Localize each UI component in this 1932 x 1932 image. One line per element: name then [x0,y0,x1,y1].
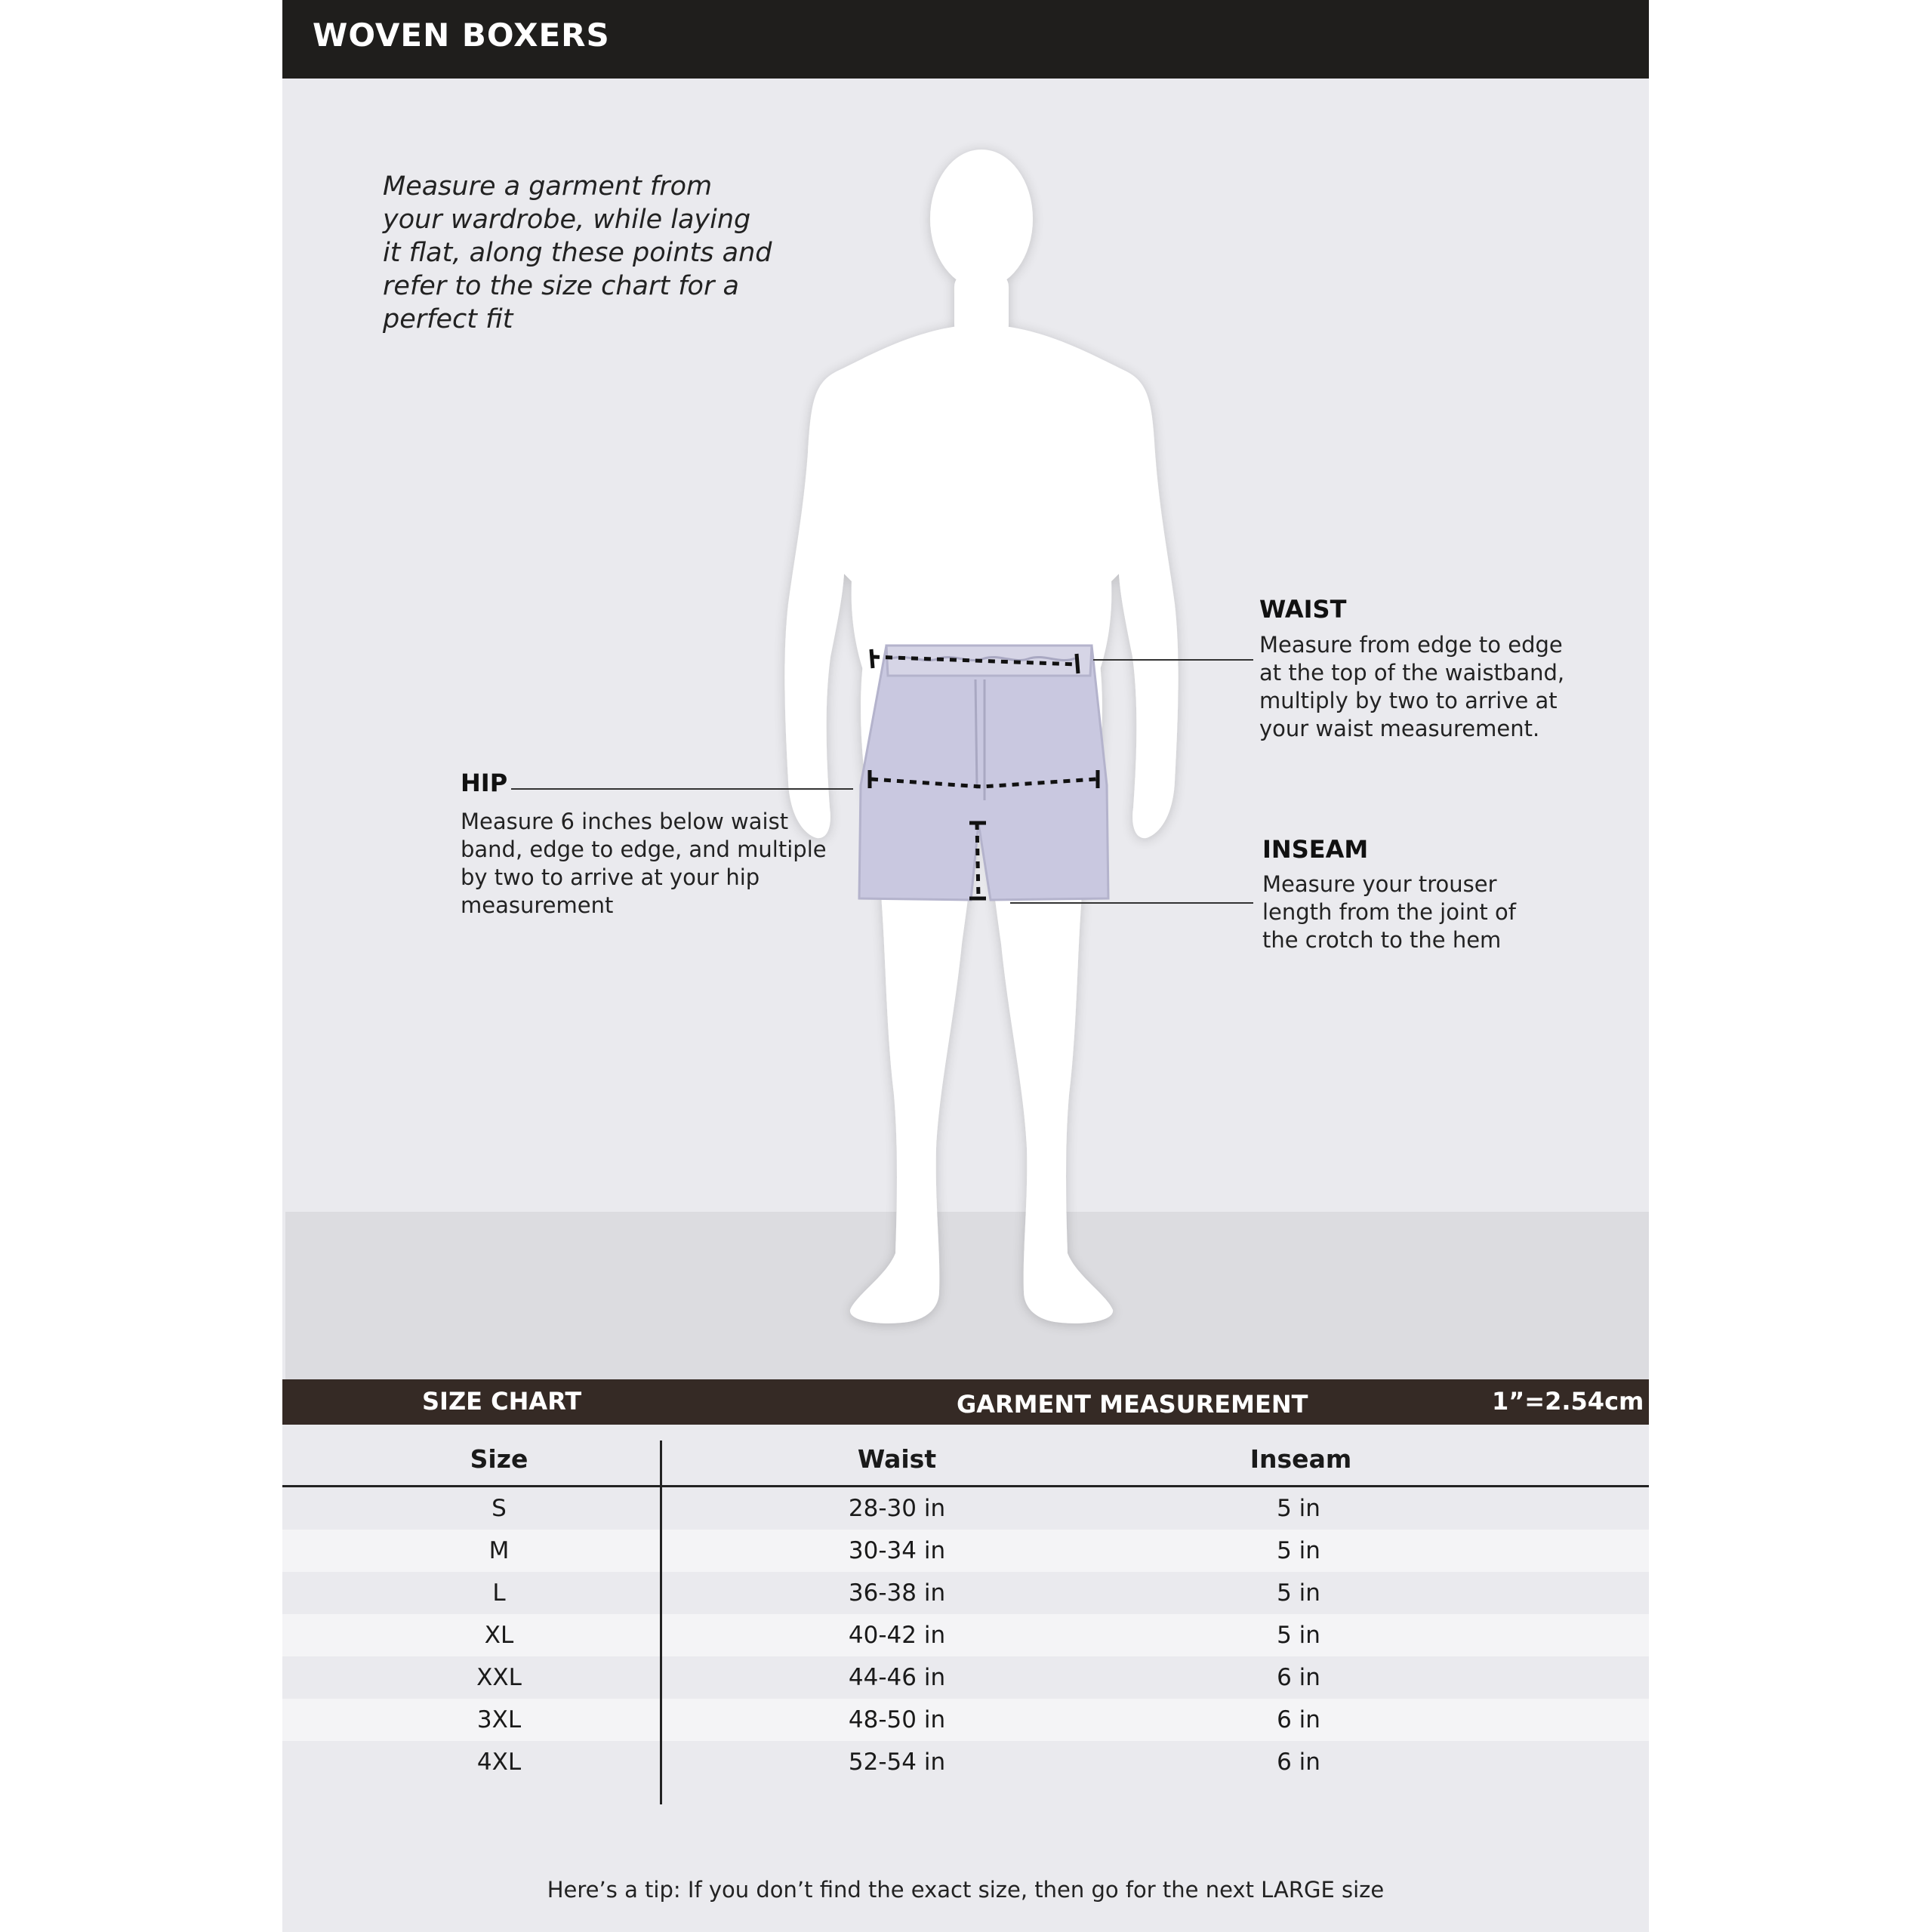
column-header-inseam: Inseam [1249,1444,1352,1474]
size-guide-sheet [282,0,1649,1932]
size-cell: S [491,1495,507,1522]
inseam-cell: 6 in [1277,1706,1320,1733]
waist-cell: 40-42 in [848,1622,946,1649]
inseam-cell: 5 in [1277,1495,1320,1522]
inseam-cell: 5 in [1277,1579,1320,1607]
table-row [282,1530,1649,1572]
hip-callout-text: Measure 6 inches below waist band, edge to edge, and multiple by two to arrive at your hip measurement [461,809,827,918]
inseam-cell: 6 in [1277,1749,1320,1776]
table-row [282,1487,1649,1530]
size-cell: 3XL [476,1706,522,1733]
waist-cell: 48-50 in [848,1706,946,1733]
size-cell: M [488,1537,510,1564]
table-row [282,1614,1649,1656]
measuring-instructions: Measure a garment from your wardrobe, while laying it flat, along these points and refer to the size chart for a perfect fit [383,171,772,334]
inseam-cell: 5 in [1277,1537,1320,1564]
inseam-cell: 6 in [1277,1664,1320,1691]
size-chart-body [282,1487,1649,1783]
column-divider [660,1441,662,1804]
hip-callout-title: HIP [461,769,508,797]
waist-callout-title: WAIST [1259,595,1347,624]
table-row [282,1656,1649,1699]
waist-cell: 28-30 in [848,1495,946,1522]
table-row [282,1572,1649,1614]
size-cell: L [492,1579,506,1607]
inseam-callout-title: INSEAM [1262,835,1369,864]
size-chart-label: SIZE CHART [422,1387,582,1416]
size-cell: XL [484,1622,514,1649]
size-cell: 4XL [476,1749,522,1776]
column-header-size: Size [470,1444,528,1474]
table-row [282,1699,1649,1741]
waist-cell: 36-38 in [848,1579,946,1607]
inseam-cell: 5 in [1277,1622,1320,1649]
waist-callout-text: Measure from edge to edge at the top of the waistband, multiply by two to arrive at your waist measurement. [1259,632,1565,741]
waist-cell: 52-54 in [848,1749,946,1776]
waist-cell: 30-34 in [848,1537,946,1564]
table-row [282,1741,1649,1783]
size-chart-column-headers [282,1425,1649,1487]
size-cell: XXL [476,1664,522,1691]
boxer-shorts-illustration [859,646,1108,900]
unit-conversion-label: 1”=2.54cm [1492,1387,1644,1416]
size-chart-header-bar [282,1379,1649,1425]
sizing-tip: Here’s a tip: If you don’t find the exact size, then go for the next LARGE size [547,1877,1385,1903]
column-header-waist: Waist [857,1444,937,1474]
waist-cell: 44-46 in [848,1664,946,1691]
garment-measurement-label: GARMENT MEASUREMENT [957,1390,1308,1419]
page-title: WOVEN BOXERS [313,17,610,54]
inseam-callout-text: Measure your trouser length from the joint of the crotch to the hem [1262,871,1516,953]
